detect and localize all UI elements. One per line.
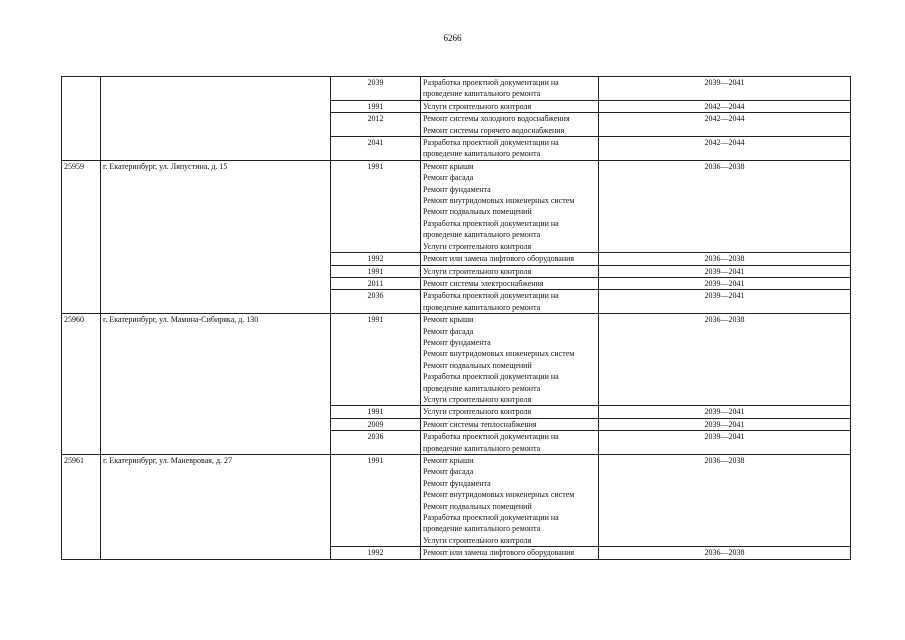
year-cell: 1991: [331, 160, 421, 252]
year-cell: 1992: [331, 253, 421, 265]
year-cell: 2036: [331, 431, 421, 455]
work-type-line: проведение капитального ремонта: [423, 383, 541, 393]
work-type-line: Ремонт фундамента: [423, 337, 491, 347]
period-cell: 2039—2041: [599, 77, 851, 101]
year-cell: 2036: [331, 290, 421, 314]
work-type-line: Услуги строительного контроля: [423, 241, 532, 251]
work-type-line: Ремонт системы горячего водоснабжения: [423, 125, 565, 135]
work-types-cell: [421, 77, 599, 101]
work-type-line: Ремонт внутридомовых инженерных систем: [423, 490, 575, 500]
period-cell: 2036—2038: [599, 253, 851, 265]
work-type-line: Ремонт системы теплоснабжения: [423, 419, 537, 429]
table-row: [62, 160, 851, 252]
period-cell: 2039—2041: [599, 418, 851, 430]
work-type-line: проведение капитального ремонта: [423, 149, 541, 159]
house-id-cell: 25959: [62, 160, 101, 313]
work-type-line: Ремонт крыши: [423, 315, 474, 325]
period-cell: 2039—2041: [599, 277, 851, 289]
work-type-line: Разработка проектной документации на: [423, 372, 559, 382]
year-cell: 2012: [331, 113, 421, 137]
work-type-line: Ремонт фундамента: [423, 184, 491, 194]
year-cell: 2009: [331, 418, 421, 430]
year-cell: 1991: [331, 314, 421, 406]
period-cell: 2036—2038: [599, 160, 851, 252]
work-type-line: проведение капитального ремонта: [423, 302, 541, 312]
work-types-cell: [421, 406, 599, 418]
period-cell: 2042—2044: [599, 137, 851, 161]
page-number: 6266: [443, 33, 462, 43]
work-types-cell: [421, 314, 599, 406]
period-cell: 2036—2038: [599, 314, 851, 406]
work-types-cell: [421, 100, 599, 112]
work-type-line: Ремонт фасада: [423, 173, 474, 183]
year-cell: 1991: [331, 406, 421, 418]
work-types-cell: [421, 160, 599, 252]
work-type-line: Услуги строительного контроля: [423, 101, 532, 111]
work-type-line: Ремонт подвальных помещений: [423, 501, 532, 511]
house-id-cell: 25961: [62, 455, 101, 560]
work-type-line: Разработка проектной документации на: [423, 218, 559, 228]
work-type-line: Разработка проектной документации на: [423, 138, 559, 148]
work-types-cell: [421, 113, 599, 137]
repair-schedule-table: [61, 76, 851, 560]
work-type-line: Ремонт фасада: [423, 467, 474, 477]
year-cell: 1992: [331, 547, 421, 559]
period-cell: 2039—2041: [599, 431, 851, 455]
table-row: [62, 77, 851, 101]
work-type-line: проведение капитального ремонта: [423, 89, 541, 99]
work-types-cell: [421, 253, 599, 265]
work-type-line: проведение капитального ремонта: [423, 524, 541, 534]
period-cell: 2042—2044: [599, 113, 851, 137]
work-types-cell: [421, 137, 599, 161]
year-cell: 1991: [331, 265, 421, 277]
work-type-line: Ремонт внутридомовых инженерных систем: [423, 196, 575, 206]
house-id-cell: [62, 77, 101, 161]
work-type-line: Ремонт или замена лифтового оборудования: [423, 548, 575, 558]
work-type-line: Ремонт или замена лифтового оборудования: [423, 254, 575, 264]
period-cell: 2039—2041: [599, 290, 851, 314]
work-type-line: Услуги строительного контроля: [423, 266, 532, 276]
address-cell: [101, 77, 331, 161]
year-cell: 1991: [331, 455, 421, 547]
work-types-cell: [421, 290, 599, 314]
work-type-line: Разработка проектной документации на: [423, 78, 559, 87]
year-cell: 1991: [331, 100, 421, 112]
work-type-line: проведение капитального ремонта: [423, 443, 541, 453]
period-cell: 2039—2041: [599, 265, 851, 277]
house-id-cell: 25960: [62, 314, 101, 455]
year-cell: 2011: [331, 277, 421, 289]
table-row: [62, 314, 851, 406]
address-cell: г. Екатеринбург, ул. Ляпустина, д. 15: [101, 160, 331, 313]
work-type-line: Ремонт системы электроснабжения: [423, 278, 544, 288]
work-type-line: Услуги строительного контроля: [423, 394, 532, 404]
work-type-line: Ремонт внутридомовых инженерных систем: [423, 349, 575, 359]
work-types-cell: [421, 265, 599, 277]
work-types-cell: [421, 418, 599, 430]
address-cell: г. Екатеринбург, ул. Мамина-Сибиряка, д. 130: [101, 314, 331, 455]
work-types-cell: [421, 431, 599, 455]
table-body: [62, 77, 851, 560]
work-type-line: Разработка проектной документации на: [423, 513, 559, 523]
period-cell: 2036—2038: [599, 547, 851, 559]
period-cell: 2042—2044: [599, 100, 851, 112]
work-type-line: Разработка проектной документации на: [423, 432, 559, 442]
period-cell: 2039—2041: [599, 406, 851, 418]
work-type-line: Ремонт крыши: [423, 456, 474, 465]
work-type-line: Ремонт фасада: [423, 326, 474, 336]
work-type-line: Ремонт системы холодного водоснабжения: [423, 114, 570, 124]
work-type-line: проведение капитального ремонта: [423, 230, 541, 240]
table-row: [62, 455, 851, 547]
work-types-cell: [421, 547, 599, 559]
year-cell: 2039: [331, 77, 421, 101]
work-types-cell: [421, 277, 599, 289]
address-cell: г. Екатеринбург, ул. Маневровая, д. 27: [101, 455, 331, 560]
work-type-line: Ремонт крыши: [423, 161, 474, 171]
year-cell: 2041: [331, 137, 421, 161]
work-type-line: Разработка проектной документации на: [423, 291, 559, 301]
work-type-line: Услуги строительного контроля: [423, 535, 532, 545]
work-type-line: Услуги строительного контроля: [423, 407, 532, 417]
work-type-line: Ремонт подвальных помещений: [423, 207, 532, 217]
period-cell: 2036—2038: [599, 455, 851, 547]
work-type-line: Ремонт подвальных помещений: [423, 360, 532, 370]
work-type-line: Ремонт фундамента: [423, 478, 491, 488]
work-types-cell: [421, 455, 599, 547]
